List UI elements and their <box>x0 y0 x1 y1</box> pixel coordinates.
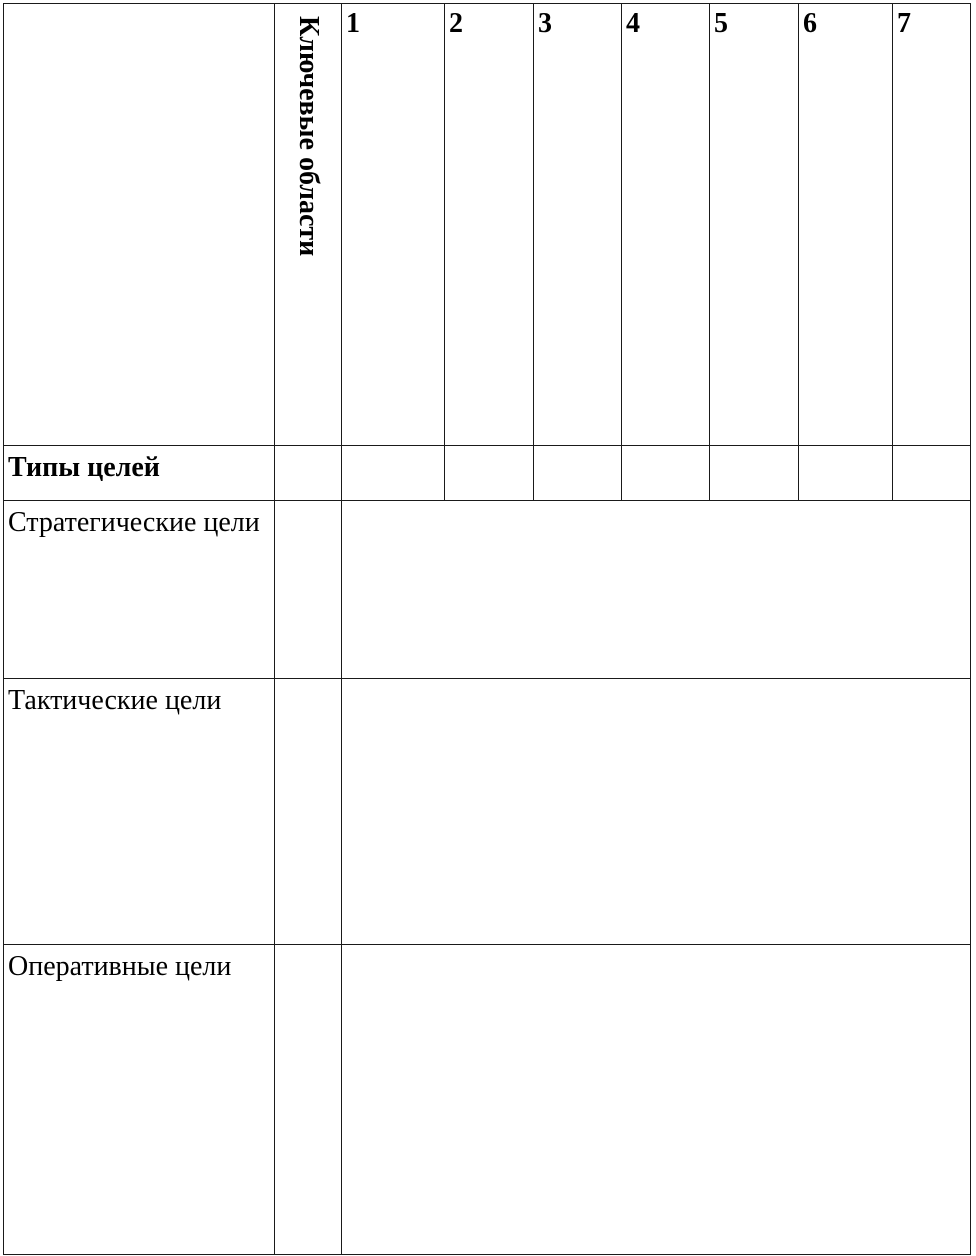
key-areas-label: Ключевые области <box>293 16 324 257</box>
strategic-goals-content-cell <box>342 501 971 679</box>
area-number: 6 <box>803 8 817 39</box>
area-number-cell-4 <box>622 4 710 446</box>
tactical-goals-label: Тактические цели <box>8 685 222 716</box>
operational-goals-content-cell <box>342 945 971 1255</box>
key-areas-header-cell <box>275 4 342 446</box>
goal-types-row <box>4 446 971 501</box>
operational-goals-label-cell <box>4 945 275 1255</box>
empty-cell <box>445 446 534 501</box>
header-row <box>4 4 971 446</box>
tactical-goals-content-cell <box>342 679 971 945</box>
empty-cell <box>622 446 710 501</box>
corner-cell <box>4 4 275 446</box>
tactical-goals-label-cell <box>4 679 275 945</box>
empty-cell <box>275 945 342 1255</box>
empty-cell <box>275 446 342 501</box>
area-number-cell-3 <box>534 4 622 446</box>
strategic-goals-row <box>4 501 971 679</box>
goal-types-label-cell <box>4 446 275 501</box>
area-number: 1 <box>346 8 360 39</box>
empty-cell <box>342 446 445 501</box>
area-number-cell-7 <box>893 4 971 446</box>
goals-matrix-table <box>3 3 971 1255</box>
empty-cell <box>710 446 799 501</box>
area-number-cell-2 <box>445 4 534 446</box>
operational-goals-row <box>4 945 971 1255</box>
area-number: 4 <box>626 8 640 39</box>
area-number-cell-5 <box>710 4 799 446</box>
area-number-cell-1 <box>342 4 445 446</box>
empty-cell <box>275 679 342 945</box>
goal-types-label: Типы целей <box>8 452 160 483</box>
area-number-cell-6 <box>799 4 893 446</box>
area-number: 2 <box>449 8 463 39</box>
strategic-goals-label-cell <box>4 501 275 679</box>
area-number: 5 <box>714 8 728 39</box>
area-number: 7 <box>897 8 911 39</box>
tactical-goals-row <box>4 679 971 945</box>
empty-cell <box>893 446 971 501</box>
empty-cell <box>275 501 342 679</box>
empty-cell <box>799 446 893 501</box>
empty-cell <box>534 446 622 501</box>
area-number: 3 <box>538 8 552 39</box>
operational-goals-label: Оперативные цели <box>8 951 232 982</box>
strategic-goals-label: Стратегические цели <box>8 507 260 538</box>
